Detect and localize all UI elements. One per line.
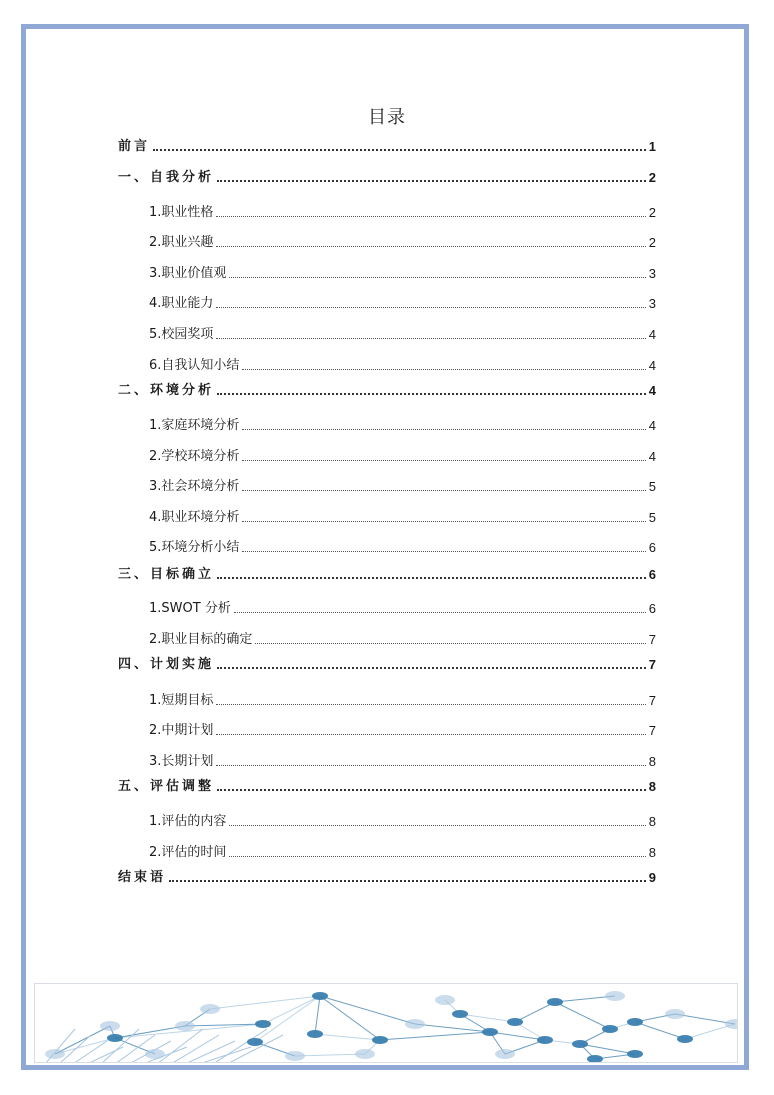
network-node bbox=[45, 1049, 65, 1059]
network-node bbox=[100, 1021, 120, 1031]
network-link bbox=[515, 1002, 555, 1022]
toc-subsection-entry[interactable] bbox=[149, 445, 656, 465]
network-link bbox=[101, 1029, 139, 1063]
toc-page-number: 3 bbox=[648, 296, 656, 311]
network-node bbox=[435, 995, 455, 1005]
toc-subsection-entry[interactable] bbox=[149, 414, 656, 434]
dot-leader bbox=[242, 521, 645, 522]
toc-entry-label: 四、计划实施 bbox=[118, 657, 215, 672]
network-link bbox=[320, 996, 380, 1040]
toc-section-entry[interactable] bbox=[118, 866, 656, 886]
toc-section-entry[interactable] bbox=[118, 775, 656, 795]
network-link bbox=[210, 996, 320, 1009]
toc-entry-label: 5.校园奖项 bbox=[149, 327, 214, 342]
network-node bbox=[627, 1018, 643, 1026]
dot-leader bbox=[229, 825, 645, 826]
toc-entry-label: 1.评估的内容 bbox=[149, 814, 227, 829]
network-node bbox=[665, 1009, 685, 1019]
toc-subsection-entry[interactable] bbox=[149, 841, 656, 861]
dot-leader bbox=[217, 180, 646, 182]
toc-entry-label: 4.职业环境分析 bbox=[149, 510, 240, 525]
toc-entry-label: 5.环境分析小结 bbox=[149, 540, 240, 555]
toc-subsection-entry[interactable] bbox=[149, 262, 656, 282]
toc-entry-label: 2.职业目标的确定 bbox=[149, 632, 253, 647]
network-link bbox=[171, 1035, 219, 1063]
network-node bbox=[495, 1049, 515, 1059]
network-link bbox=[490, 1032, 545, 1040]
network-link bbox=[555, 1002, 610, 1029]
network-link bbox=[199, 1047, 251, 1063]
toc-subsection-entry[interactable] bbox=[149, 201, 656, 221]
network-decoration bbox=[34, 983, 738, 1063]
toc-subsection-entry[interactable] bbox=[149, 810, 656, 830]
dot-leader bbox=[217, 789, 646, 791]
toc-subsection-entry[interactable] bbox=[149, 597, 656, 617]
toc-entry-label: 1.短期目标 bbox=[149, 693, 214, 708]
toc-page-number: 6 bbox=[648, 601, 656, 616]
toc-entry-label: 1.职业性格 bbox=[149, 205, 214, 220]
network-node bbox=[355, 1049, 375, 1059]
toc-entry-label: 4.职业能力 bbox=[149, 296, 214, 311]
network-node bbox=[145, 1049, 165, 1059]
toc-subsection-entry[interactable] bbox=[149, 536, 656, 556]
toc-page-number: 7 bbox=[648, 723, 656, 738]
network-node bbox=[572, 1040, 588, 1048]
dot-leader bbox=[216, 307, 645, 308]
toc-subsection-entry[interactable] bbox=[149, 354, 656, 374]
toc-section-entry[interactable] bbox=[118, 563, 656, 583]
network-node bbox=[482, 1028, 498, 1036]
dot-leader bbox=[234, 612, 646, 613]
dot-leader bbox=[217, 393, 646, 395]
toc-entry-label: 2.评估的时间 bbox=[149, 845, 227, 860]
network-node bbox=[285, 1051, 305, 1061]
toc-section-entry[interactable] bbox=[118, 166, 656, 186]
toc-page-number: 8 bbox=[648, 845, 656, 860]
dot-leader bbox=[242, 429, 645, 430]
dot-leader bbox=[242, 490, 645, 491]
dot-leader bbox=[216, 765, 645, 766]
network-node bbox=[107, 1034, 123, 1042]
network-node bbox=[307, 1030, 323, 1038]
toc-page-number: 4 bbox=[648, 358, 656, 373]
network-node bbox=[247, 1038, 263, 1046]
toc-page-number: 2 bbox=[648, 170, 656, 185]
toc-section-entry[interactable] bbox=[118, 653, 656, 673]
network-node bbox=[725, 1019, 738, 1029]
network-node bbox=[587, 1055, 603, 1063]
network-link bbox=[55, 1026, 110, 1054]
toc-page-number: 1 bbox=[648, 139, 656, 154]
toc-page-number: 4 bbox=[648, 449, 656, 464]
toc-page-number: 3 bbox=[648, 266, 656, 281]
dot-leader bbox=[217, 667, 646, 669]
dot-leader bbox=[216, 734, 645, 735]
toc-section-entry[interactable] bbox=[118, 135, 656, 155]
dot-leader bbox=[242, 551, 645, 552]
toc-subsection-entry[interactable] bbox=[149, 231, 656, 251]
toc-entry-label: 2.职业兴趣 bbox=[149, 235, 214, 250]
toc-entry-label: 1.家庭环境分析 bbox=[149, 418, 240, 433]
toc-page-number: 9 bbox=[648, 870, 656, 885]
dot-leader bbox=[217, 577, 646, 579]
toc-page-number: 5 bbox=[648, 479, 656, 494]
toc-page-number: 4 bbox=[648, 418, 656, 433]
network-node bbox=[255, 1020, 271, 1028]
dot-leader bbox=[242, 460, 645, 461]
toc-entry-label: 五、评估调整 bbox=[118, 779, 215, 794]
toc-subsection-entry[interactable] bbox=[149, 323, 656, 343]
toc-entry-label: 2.中期计划 bbox=[149, 723, 214, 738]
network-link bbox=[315, 996, 320, 1034]
toc-entry-label: 3.社会环境分析 bbox=[149, 479, 240, 494]
toc-entry-label: 1.SWOT 分析 bbox=[149, 601, 231, 616]
network-link bbox=[320, 996, 415, 1024]
toc-page-number: 7 bbox=[648, 657, 656, 672]
toc-subsection-entry[interactable] bbox=[149, 750, 656, 770]
toc-entry-label: 3.职业价值观 bbox=[149, 266, 227, 281]
network-link bbox=[315, 1034, 380, 1040]
toc-entry-label: 3.长期计划 bbox=[149, 754, 214, 769]
dot-leader bbox=[229, 856, 645, 857]
dot-leader bbox=[255, 643, 645, 644]
toc-page-number: 7 bbox=[648, 632, 656, 647]
toc-entry-label: 6.自我认知小结 bbox=[149, 358, 240, 373]
network-node bbox=[537, 1036, 553, 1044]
network-graphic bbox=[35, 984, 738, 1063]
toc-page-number: 6 bbox=[648, 540, 656, 555]
toc-entry-label: 结束语 bbox=[118, 870, 167, 885]
network-node bbox=[405, 1019, 425, 1029]
toc-page-number: 4 bbox=[648, 327, 656, 342]
toc-page-number: 4 bbox=[648, 383, 656, 398]
toc-page-number: 8 bbox=[648, 779, 656, 794]
dot-leader bbox=[216, 704, 645, 705]
dot-leader bbox=[169, 880, 646, 882]
network-link bbox=[185, 1041, 235, 1063]
network-link bbox=[295, 1054, 365, 1056]
toc-title: 目录 bbox=[368, 107, 406, 128]
dot-leader bbox=[153, 149, 646, 151]
network-link bbox=[213, 1029, 267, 1063]
network-node bbox=[677, 1035, 693, 1043]
network-link bbox=[157, 1029, 203, 1063]
network-node bbox=[452, 1010, 468, 1018]
network-link bbox=[380, 1032, 490, 1040]
toc-entry-label: 二、环境分析 bbox=[118, 383, 215, 398]
toc-page-number: 8 bbox=[648, 754, 656, 769]
toc-page-number: 6 bbox=[648, 567, 656, 582]
network-node bbox=[605, 991, 625, 1001]
toc-entry-label: 2.学校环境分析 bbox=[149, 449, 240, 464]
network-link bbox=[635, 1022, 685, 1039]
network-link bbox=[263, 996, 320, 1024]
network-node bbox=[507, 1018, 523, 1026]
toc-subsection-entry[interactable] bbox=[149, 292, 656, 312]
toc-page-number: 8 bbox=[648, 814, 656, 829]
toc-subsection-entry[interactable] bbox=[149, 628, 656, 648]
toc-subsection-entry[interactable] bbox=[149, 506, 656, 526]
toc-subsection-entry[interactable] bbox=[149, 719, 656, 739]
toc-entry-label: 前言 bbox=[118, 139, 151, 154]
network-node bbox=[547, 998, 563, 1006]
toc-entry-label: 一、自我分析 bbox=[118, 170, 215, 185]
toc-subsection-entry[interactable] bbox=[149, 475, 656, 495]
toc-page-number: 7 bbox=[648, 693, 656, 708]
network-node bbox=[602, 1025, 618, 1033]
toc-page-number: 5 bbox=[648, 510, 656, 525]
toc-page-number: 2 bbox=[648, 235, 656, 250]
toc-entry-label: 三、目标确立 bbox=[118, 567, 215, 582]
dot-leader bbox=[216, 216, 645, 217]
toc-section-entry[interactable] bbox=[118, 379, 656, 399]
network-node bbox=[627, 1050, 643, 1058]
network-node bbox=[312, 992, 328, 1000]
dot-leader bbox=[229, 277, 645, 278]
dot-leader bbox=[216, 246, 645, 247]
network-link bbox=[460, 1014, 515, 1022]
toc-subsection-entry[interactable] bbox=[149, 689, 656, 709]
network-node bbox=[200, 1004, 220, 1014]
dot-leader bbox=[216, 338, 645, 339]
network-node bbox=[175, 1021, 195, 1031]
toc-page-number: 2 bbox=[648, 205, 656, 220]
dot-leader bbox=[242, 369, 645, 370]
network-node bbox=[372, 1036, 388, 1044]
